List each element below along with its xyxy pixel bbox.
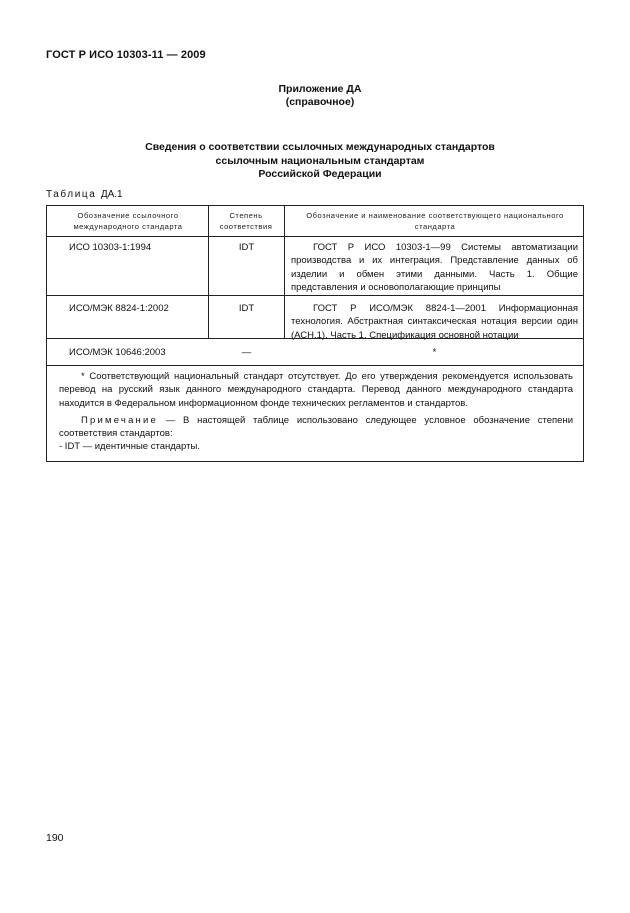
table-row-3-degree: —: [241, 347, 252, 358]
note-label: Примечание: [81, 415, 158, 426]
table-note: [59, 414, 573, 441]
document-header: ГОСТ Р ИСО 10303-11 — 2009: [46, 49, 206, 61]
page-number: 190: [46, 832, 64, 844]
table-row-3-reference: ИСО/МЭК 10646:2003: [69, 347, 166, 358]
section-title-line-2: ссылочным национальным стандартам: [215, 155, 425, 167]
appendix-subtitle: (справочное): [285, 96, 355, 108]
table-row-2-national: ГОСТ Р ИСО/МЭК 8824-1—2001 Информационная технология. Абстрактная синтаксическая нотация версии один (АСН.1). Часть 1. Спецификация основной нотации: [291, 303, 578, 341]
table-row-2-degree: IDT: [238, 303, 255, 314]
table-row-2-reference: ИСО/МЭК 8824-1:2002: [69, 303, 169, 314]
table-row-3-national: *: [432, 347, 437, 358]
table-footnote: * Соответствующий национальный стандарт отсутствует. До его утверждения рекомендуется использовать перевод на русский язык данного международного стандарта. Перевод данного международного стандарта находится в Федеральном информационном фонде технических регламентов и стандартов.: [59, 371, 573, 409]
table-row-1-reference: ИСО 10303-1:1994: [69, 242, 152, 253]
table-caption-number: ДА.1: [100, 189, 123, 200]
section-title-line-1: Сведения о соответствии ссылочных международных стандартов: [145, 141, 495, 153]
table-caption-label: Таблица: [46, 189, 97, 200]
column-divider-1: [208, 206, 209, 338]
table-row-1-national: ГОСТ Р ИСО 10303-1—99 Системы автоматизации производства и их интеграция. Представление данных об изделии и обмен этими данными. Часть 1. Общие представления и основополагающие принципы: [291, 242, 578, 293]
appendix-title: Приложение ДА: [278, 83, 362, 95]
table-row-1-degree: IDT: [238, 242, 255, 253]
header-degree: Степень соответствия: [219, 211, 273, 231]
section-title-line-3: Российской Федерации: [258, 168, 382, 180]
header-reference-standard: Обозначение ссылочного международного стандарта: [73, 211, 183, 231]
note-item: - IDT — идентичные стандарты.: [59, 441, 200, 452]
table-caption: [46, 189, 123, 200]
header-divider: [47, 236, 583, 237]
note-text: — В настоящей таблице использовано следующее условное обозначение степени соответствия стандартов:: [59, 415, 573, 440]
header-national-standard: Обозначение и наименование соответствующего национального стандарта: [306, 211, 564, 231]
column-divider-2: [284, 206, 285, 338]
correspondence-table: [46, 205, 584, 462]
row-divider-3: [47, 365, 583, 366]
row-divider-1: [47, 295, 583, 296]
